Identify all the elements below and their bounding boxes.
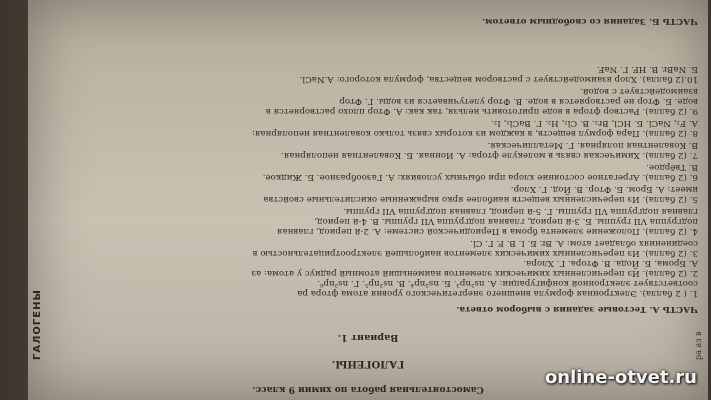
question-line: 2. (2 балла). Из перечисленных химических элементов наименьший атомный радиус у атома: аз (251, 268, 698, 278)
worksheet-header: Самостоятельная работа по химии 9 класс. (252, 384, 484, 394)
worksheet-topic: ГАЛОГЕНЫ. (331, 358, 405, 369)
question-line: подгруппа VII группы. Б. 3-й период, главная подгруппа VII группы. В. 4-й период, (314, 216, 698, 226)
question-line: 9. (2 балла). Раствор фтора в воде приготовить нельзя, так как: А. Фтор плохо растворяется в (265, 106, 698, 116)
side-topic-title: ГАЛОГЕНЫ (32, 289, 43, 360)
part-b-title: ЧАСТЬ Б. Задания со свободным ответом. (482, 16, 698, 26)
question-line: А. Брома. Б. Йода. В. Фтора. Г. Хлора. (523, 258, 698, 268)
question-line: В. Ковалентная полярная. Г. Металлическая. (487, 140, 698, 150)
question-line: А. F₂, NaCl. Б. HCl, Br₂. В. Cl₂, H₂. Г. BaCl₂, I₂. (490, 118, 698, 128)
question-line: воде. Б. Фтор не растворяется в воде. В. Фтор улетучивается из воды. Г. Фтор (339, 96, 698, 106)
worksheet-paper (28, 0, 708, 400)
question-line: В. Твёрдое. (646, 162, 698, 172)
worksheet-content (28, 0, 708, 400)
question-line: 5. (2 балла). Из перечисленных веществ наиболее ярко выраженные окислительные свойства (263, 194, 698, 204)
part-a-title: ЧАСТЬ А. Тестовые задания с выбором ответа. (456, 304, 698, 314)
watermark: online-otvet.ru (544, 367, 697, 388)
question-line: 4. (2 балла). Положение элемента брома в Периодической системе: А. 2-й период, главная (276, 226, 698, 236)
question-line: 3. (2 балла). Из перечисленных химических элементов наибольшей электроотрицательностью в (252, 248, 698, 258)
question-line: 8. (2 балла). Пара формул веществ, в каждом из которых связь только ковалентная неполярная: (251, 128, 698, 138)
question-line: соединениях обладает атом: А. Br. Б. I. В. F. Г. Cl. (470, 238, 698, 248)
question-line: имеет: А. Бром. Б. Фтор. В. Йод. Г. Хлор. (510, 184, 698, 194)
question-line: соответствует электронной конфигурации: А. ns²np³. Б. ns²np⁴. В. ns²np⁵. Г. ns²np⁶. (317, 278, 698, 288)
question-line: 10.(2 балла). Хлор взаимодействует с раствором вещества, формула которого: А.NaCl. (299, 74, 698, 84)
question-line: главная подгруппа VII группы. Г. 5-й период, главная подгруппа VII группы. (343, 206, 698, 216)
question-line: Б. NaBr. В. HF. Г. NaF. (596, 64, 698, 74)
question-line: взаимодействует с водой. (579, 86, 698, 96)
side-margin-text: ра аз в (694, 331, 703, 360)
question-line: 7. (2 балла). Химическая связь в молекуле фтора: А. Ионная. Б. Ковалентная неполярная. (281, 150, 698, 160)
question-line: 1. ( 2 балла). Электронная формула внешнего энергетического уровня атома фтора ра (297, 288, 698, 298)
question-line: 6. (2 балла). Агрегатное состояние хлора при обычных условиях: А. Газообразное. Б. Жидкое. (262, 172, 698, 182)
worksheet-variant: Вариант 1. (337, 332, 399, 343)
